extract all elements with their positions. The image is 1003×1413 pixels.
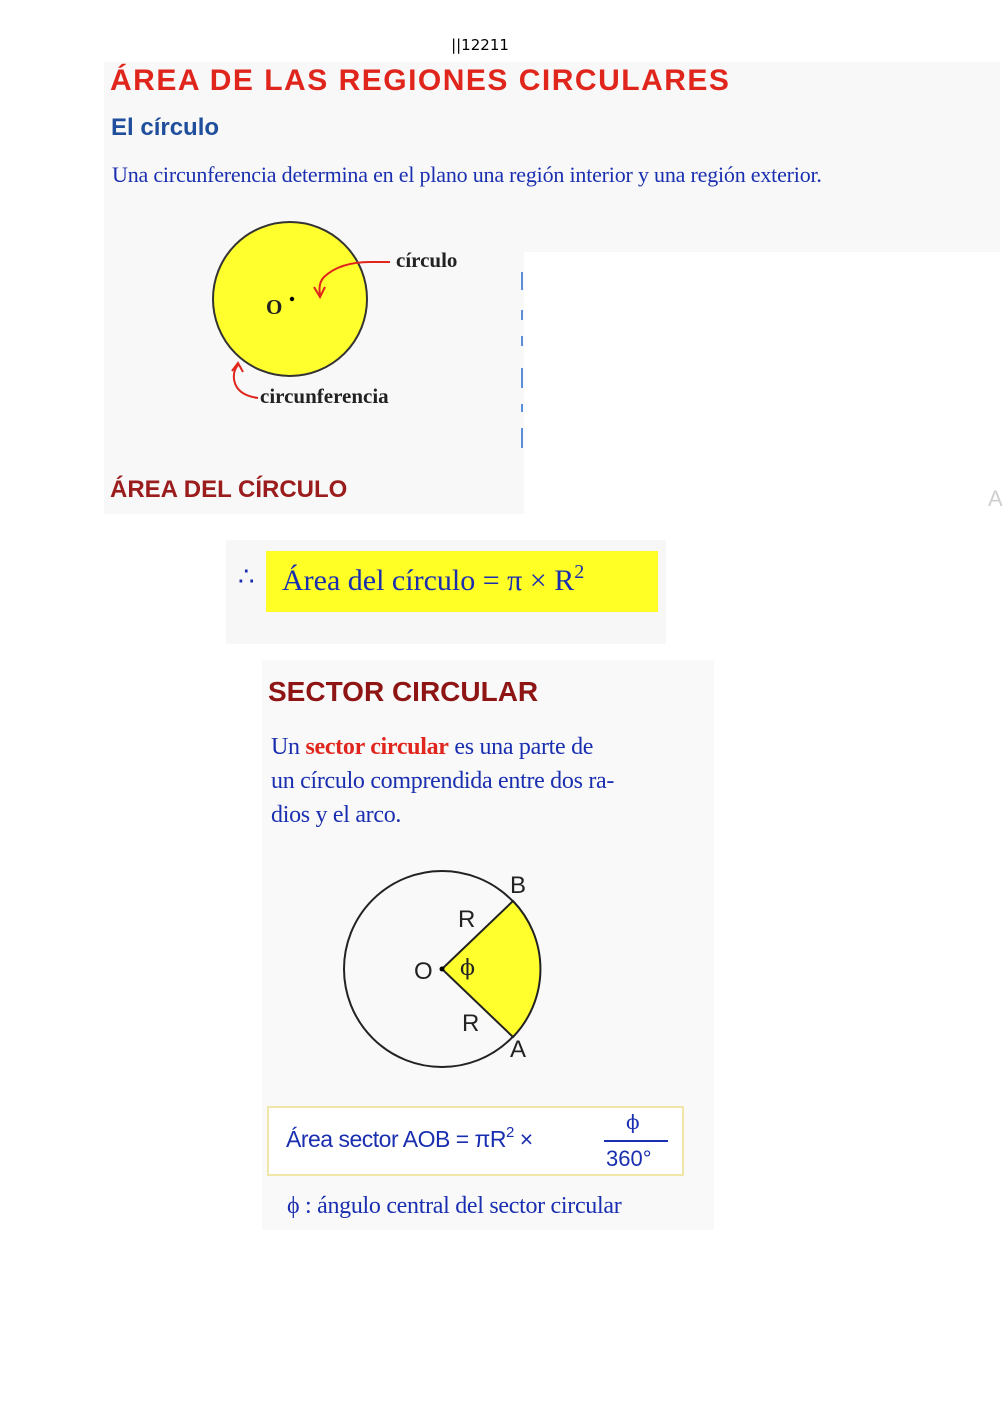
sector-center-dot	[440, 967, 445, 972]
circle-label: círculo	[396, 248, 458, 272]
blank-area	[524, 252, 1000, 514]
def-highlight: sector circular	[305, 734, 449, 760]
sector-formula-left: Área sector AOB = πR	[286, 1126, 506, 1152]
sector-formula-times: ×	[513, 1126, 533, 1152]
radius-top-label: R	[458, 906, 476, 933]
point-a-label: A	[510, 1036, 527, 1063]
sector-title: SECTOR CIRCULAR	[268, 676, 539, 707]
fraction-line	[604, 1140, 668, 1142]
def-line3: dios y el arco.	[271, 802, 402, 828]
section-subtitle: El círculo	[111, 114, 220, 141]
angle-label: ϕ	[460, 956, 475, 981]
area-formula-text: Área del círculo = π × R	[282, 564, 575, 597]
sector-region	[442, 901, 540, 1037]
fraction-denominator: 360°	[606, 1146, 652, 1171]
def-line1: es una parte de	[448, 734, 594, 760]
edge-marks	[521, 272, 525, 448]
sector-definition	[271, 730, 711, 832]
sector-formula	[286, 1124, 533, 1153]
circumference-label: circunferencia	[260, 384, 389, 408]
circumference-arrow	[234, 365, 258, 398]
area-formula-exponent: 2	[574, 561, 585, 583]
angle-note: ϕ : ángulo central del sector circular	[287, 1193, 622, 1219]
center-dot	[290, 297, 294, 301]
side-fragment: A	[988, 486, 1003, 511]
point-b-label: B	[510, 872, 527, 899]
radius-bottom-label: R	[462, 1010, 480, 1037]
center-label: O	[266, 295, 283, 319]
therefore-symbol: ∴	[238, 562, 255, 592]
def-line2: un círculo comprendida entre dos ra-	[271, 768, 615, 794]
fraction-numerator: ϕ	[626, 1110, 640, 1134]
area-formula	[282, 561, 584, 598]
area-title: ÁREA DEL CÍRCULO	[110, 476, 348, 503]
sector-center-label: O	[414, 958, 433, 985]
circumference-arrow-head	[232, 363, 243, 372]
sector-formula-exponent: 2	[506, 1124, 514, 1141]
intro-text: Una circunferencia determina en el plano una región interior y una región exterior.	[112, 162, 822, 187]
sector-diagram	[330, 860, 570, 1090]
page-code: ||12211	[451, 36, 509, 54]
def-prefix: Un	[271, 734, 306, 760]
main-title: ÁREA DE LAS REGIONES CIRCULARES	[110, 64, 731, 97]
